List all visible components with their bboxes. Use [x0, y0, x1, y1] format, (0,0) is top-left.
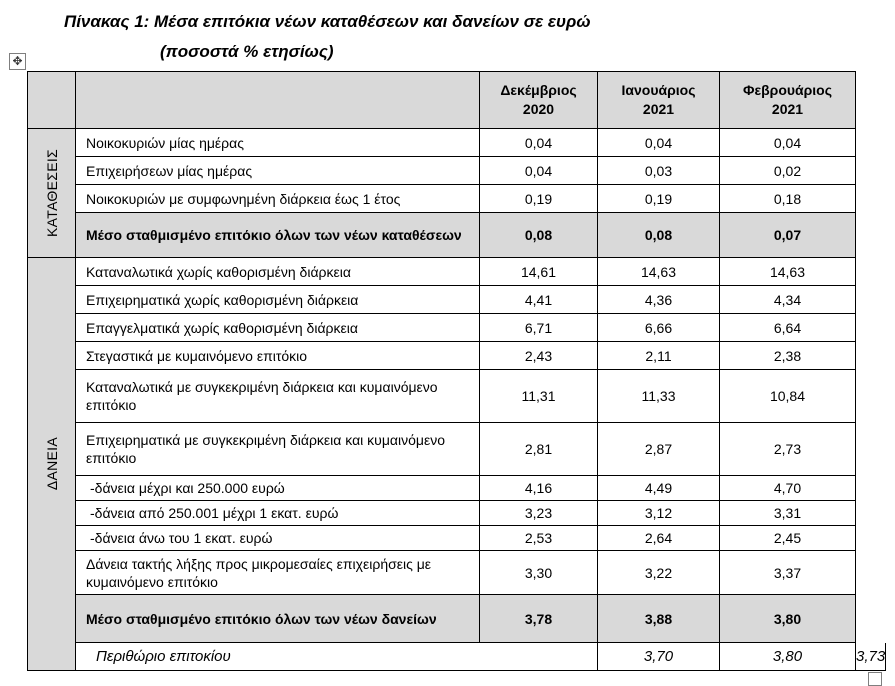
deposits-section-label: ΚΑΤΑΘΕΣΕΙΣ	[28, 129, 76, 258]
value-cell: 0,19	[480, 185, 598, 213]
row-label: Επιχειρηματικά με συγκεκριμένη διάρκεια και κυμαινόμενο επιτόκιο	[76, 423, 480, 476]
row-label: Καταναλωτικά με συγκεκριμένη διάρκεια και κυμαινόμενο επιτόκιο	[76, 370, 480, 423]
table-subtitle: (ποσοστά % ετησίως)	[160, 42, 334, 61]
column-header-dec-2020: Δεκέμβριος 2020	[480, 72, 598, 129]
value-cell: 2,38	[720, 342, 856, 370]
table-row	[28, 423, 886, 476]
header-label-cell	[76, 72, 480, 129]
table-row	[28, 342, 886, 370]
row-label: -δάνεια μέχρι και 250.000 ευρώ	[76, 476, 480, 501]
row-label: Καταναλωτικά χωρίς καθορισμένη διάρκεια	[76, 258, 480, 286]
value-cell: 10,84	[720, 370, 856, 423]
row-label: Επιχειρήσεων μίας ημέρας	[76, 157, 480, 185]
value-cell: 0,04	[480, 129, 598, 157]
value-cell: 3,70	[598, 643, 720, 671]
value-cell: 0,08	[480, 213, 598, 258]
table-row	[28, 314, 886, 342]
value-cell: 2,45	[720, 526, 856, 551]
value-cell: 2,53	[480, 526, 598, 551]
deposits-total-row	[28, 213, 886, 258]
value-cell: 3,22	[598, 551, 720, 595]
row-label: -δάνεια από 250.001 μέχρι 1 εκατ. ευρώ	[76, 501, 480, 526]
header-corner-cell	[28, 72, 76, 129]
value-cell: 6,71	[480, 314, 598, 342]
header-row	[28, 72, 886, 129]
value-cell: 3,88	[598, 595, 720, 643]
value-cell: 4,49	[598, 476, 720, 501]
value-cell: 4,16	[480, 476, 598, 501]
table-row	[28, 501, 886, 526]
interest-margin-row	[28, 643, 886, 671]
value-cell: 2,11	[598, 342, 720, 370]
value-cell: 14,61	[480, 258, 598, 286]
value-cell: 0,02	[720, 157, 856, 185]
value-cell: 6,64	[720, 314, 856, 342]
value-cell: 6,66	[598, 314, 720, 342]
row-label: Νοικοκυριών μίας ημέρας	[76, 129, 480, 157]
value-cell: 14,63	[720, 258, 856, 286]
value-cell: 4,34	[720, 286, 856, 314]
value-cell: 3,37	[720, 551, 856, 595]
value-cell: 3,78	[480, 595, 598, 643]
value-cell: 3,23	[480, 501, 598, 526]
value-cell: 3,30	[480, 551, 598, 595]
value-cell: 0,04	[480, 157, 598, 185]
value-cell: 0,18	[720, 185, 856, 213]
table-row	[28, 551, 886, 595]
value-cell: 2,43	[480, 342, 598, 370]
move-arrows-icon[interactable]: ✥	[9, 53, 26, 70]
loans-total-row	[28, 595, 886, 643]
table-row	[28, 157, 886, 185]
row-label: -δάνεια άνω του 1 εκατ. ευρώ	[76, 526, 480, 551]
table-title: Πίνακας 1: Μέσα επιτόκια νέων καταθέσεων και δανείων σε ευρώ	[64, 12, 591, 31]
value-cell: 2,64	[598, 526, 720, 551]
value-cell: 3,73	[856, 643, 886, 671]
value-cell: 0,08	[598, 213, 720, 258]
resize-handle[interactable]	[868, 672, 882, 686]
value-cell: 4,41	[480, 286, 598, 314]
value-cell: 0,07	[720, 213, 856, 258]
value-cell: 2,81	[480, 423, 598, 476]
table-row	[28, 526, 886, 551]
row-label: Περιθώριο επιτοκίου	[76, 643, 598, 671]
table-row	[28, 476, 886, 501]
row-label: Επαγγελματικά χωρίς καθορισμένη διάρκεια	[76, 314, 480, 342]
value-cell: 0,03	[598, 157, 720, 185]
value-cell: 11,31	[480, 370, 598, 423]
value-cell: 14,63	[598, 258, 720, 286]
value-cell: 3,80	[720, 595, 856, 643]
interest-rates-table	[27, 71, 886, 671]
value-cell: 3,80	[720, 643, 856, 671]
value-cell: 3,12	[598, 501, 720, 526]
value-cell: 11,33	[598, 370, 720, 423]
value-cell: 2,87	[598, 423, 720, 476]
column-header-feb-2021: Φεβρουάριος 2021	[720, 72, 856, 129]
table-row	[28, 129, 886, 157]
table-row	[28, 258, 886, 286]
column-header-jan-2021: Ιανουάριος 2021	[598, 72, 720, 129]
row-label: Δάνεια τακτής λήξης προς μικρομεσαίες επιχειρήσεις με κυμαινόμενο επιτόκιο	[76, 551, 480, 595]
row-label: Μέσο σταθμισμένο επιτόκιο όλων των νέων δανείων	[76, 595, 480, 643]
row-label: Νοικοκυριών με συμφωνημένη διάρκεια έως 1 έτος	[76, 185, 480, 213]
table-row	[28, 286, 886, 314]
loans-section-label: ΔΑΝΕΙΑ	[28, 258, 76, 671]
value-cell: 4,70	[720, 476, 856, 501]
row-label: Επιχειρηματικά χωρίς καθορισμένη διάρκεια	[76, 286, 480, 314]
value-cell: 0,04	[720, 129, 856, 157]
value-cell: 0,04	[598, 129, 720, 157]
value-cell: 3,31	[720, 501, 856, 526]
value-cell: 0,19	[598, 185, 720, 213]
value-cell: 4,36	[598, 286, 720, 314]
row-label: Μέσο σταθμισμένο επιτόκιο όλων των νέων καταθέσεων	[76, 213, 480, 258]
row-label: Στεγαστικά με κυμαινόμενο επιτόκιο	[76, 342, 480, 370]
table-row	[28, 370, 886, 423]
table-row	[28, 185, 886, 213]
value-cell: 2,73	[720, 423, 856, 476]
